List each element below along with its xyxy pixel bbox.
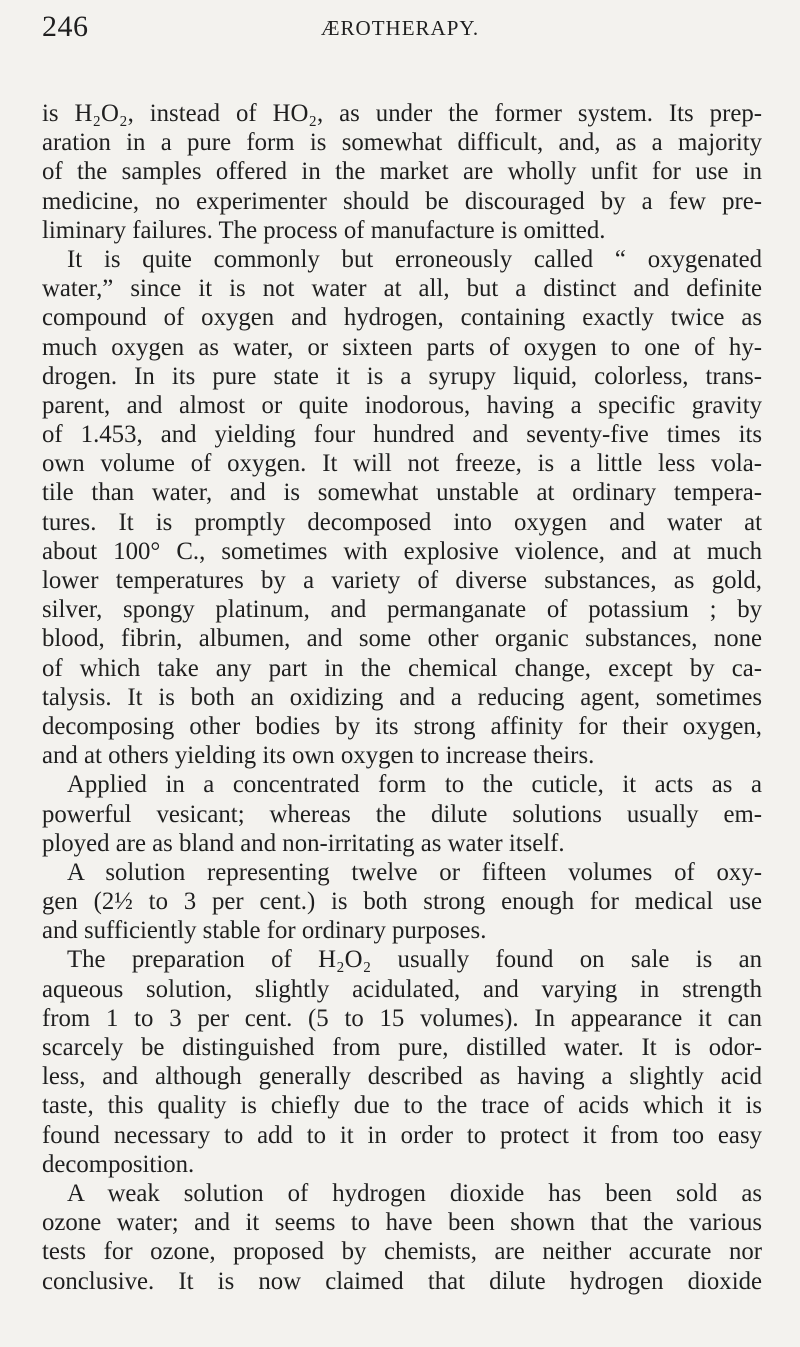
text-line: much oxygen as water, or sixteen parts of oxygen to one of hy- <box>42 333 762 361</box>
text-line: own volume of oxygen. It will not freeze, is a little less vola- <box>42 450 762 478</box>
text-line: ployed are as bland and non-irritating as water itself. <box>42 829 565 857</box>
text-line: taste, this quality is chiefly due to the trace of acids which it is <box>42 1092 762 1120</box>
text-line: A weak solution of hydrogen dioxide has been sold as <box>67 1179 762 1207</box>
text-line: compound of oxygen and hydrogen, containing exactly twice as <box>42 304 762 332</box>
text-line: less, and although generally described as having a slightly acid <box>42 1063 762 1091</box>
text-line: scarcely be distinguished from pure, distilled water. It is odor- <box>42 1034 762 1061</box>
text-line: silver, spongy platinum, and permanganate of potassium ; by <box>42 596 762 624</box>
text-line: It is quite commonly but erroneously called “ oxygenated <box>67 245 762 273</box>
text-line: powerful vesicant; whereas the dilute solutions usually em- <box>42 800 762 828</box>
text-line: and sufficiently stable for ordinary purposes. <box>42 917 487 945</box>
text-line: of the samples offered in the market are wholly unfit for use in <box>42 158 762 186</box>
text-line: tures. It is promptly decomposed into oxygen and water at <box>42 508 762 536</box>
text-line: blood, fibrin, albumen, and some other organic substances, none <box>42 625 762 653</box>
text-line: aration in a pure form is somewhat difficult, and, as a majority <box>42 129 762 157</box>
page-header <box>42 10 758 50</box>
text-line: of which take any part in the chemical change, except by ca- <box>42 654 762 682</box>
text-line: ozone water; and it seems to have been shown that the various <box>42 1209 762 1237</box>
text-line: and at others yielding its own oxygen to increase theirs. <box>42 742 595 770</box>
text-line: liminary failures. The process of manufacture is omitted. <box>42 216 606 244</box>
text-line: about 100° C., sometimes with explosive violence, and at much <box>42 537 762 565</box>
text-line: The preparation of H₂O₂ usually found on sale is an <box>67 946 762 974</box>
text-line: from 1 to 3 per cent. (5 to 15 volumes). In appearance it can <box>42 1004 762 1032</box>
text-line: conclusive. It is now claimed that dilute hydrogen dioxide <box>42 1267 762 1295</box>
text-line: parent, and almost or quite inodorous, having a specific gravity <box>42 391 762 419</box>
text-line: found necessary to add to it in order to protect it from too easy <box>42 1121 762 1149</box>
text-line: medicine, no experimenter should be discouraged by a few pre- <box>42 187 762 215</box>
text-line: is H₂O₂, instead of HO₂, as under the former system. Its prep- <box>42 100 762 127</box>
text-line: gen (2½ to 3 per cent.) is both strong enough for medical use <box>42 888 762 916</box>
text-line: drogen. In its pure state it is a syrupy liquid, colorless, trans- <box>42 362 762 390</box>
text-line: water,” since it is not water at all, but a distinct and definite <box>42 275 762 303</box>
text-line: decomposing other bodies by its strong affinity for their oxygen, <box>42 712 762 740</box>
running-title: ÆROTHERAPY. <box>320 16 480 40</box>
text-line: decomposition. <box>42 1150 195 1178</box>
body-text <box>42 99 762 1296</box>
text-line: tile than water, and is somewhat unstable at ordinary tempera- <box>42 479 762 507</box>
text-line: aqueous solution, slightly acidulated, and varying in strength <box>42 975 762 1003</box>
text-line: of 1.453, and yielding four hundred and seventy-five times its <box>42 421 762 449</box>
text-line: tests for ozone, proposed by chemists, are neither accurate nor <box>42 1238 762 1266</box>
text-line: lower temperatures by a variety of diverse substances, as gold, <box>42 567 762 594</box>
text-line: A solution representing twelve or fifteen volumes of oxy- <box>67 858 762 886</box>
text-line: talysis. It is both an oxidizing and a reducing agent, sometimes <box>42 683 762 711</box>
text-line: Applied in a concentrated form to the cuticle, it acts as a <box>67 771 762 799</box>
page-number: 246 <box>42 10 89 43</box>
